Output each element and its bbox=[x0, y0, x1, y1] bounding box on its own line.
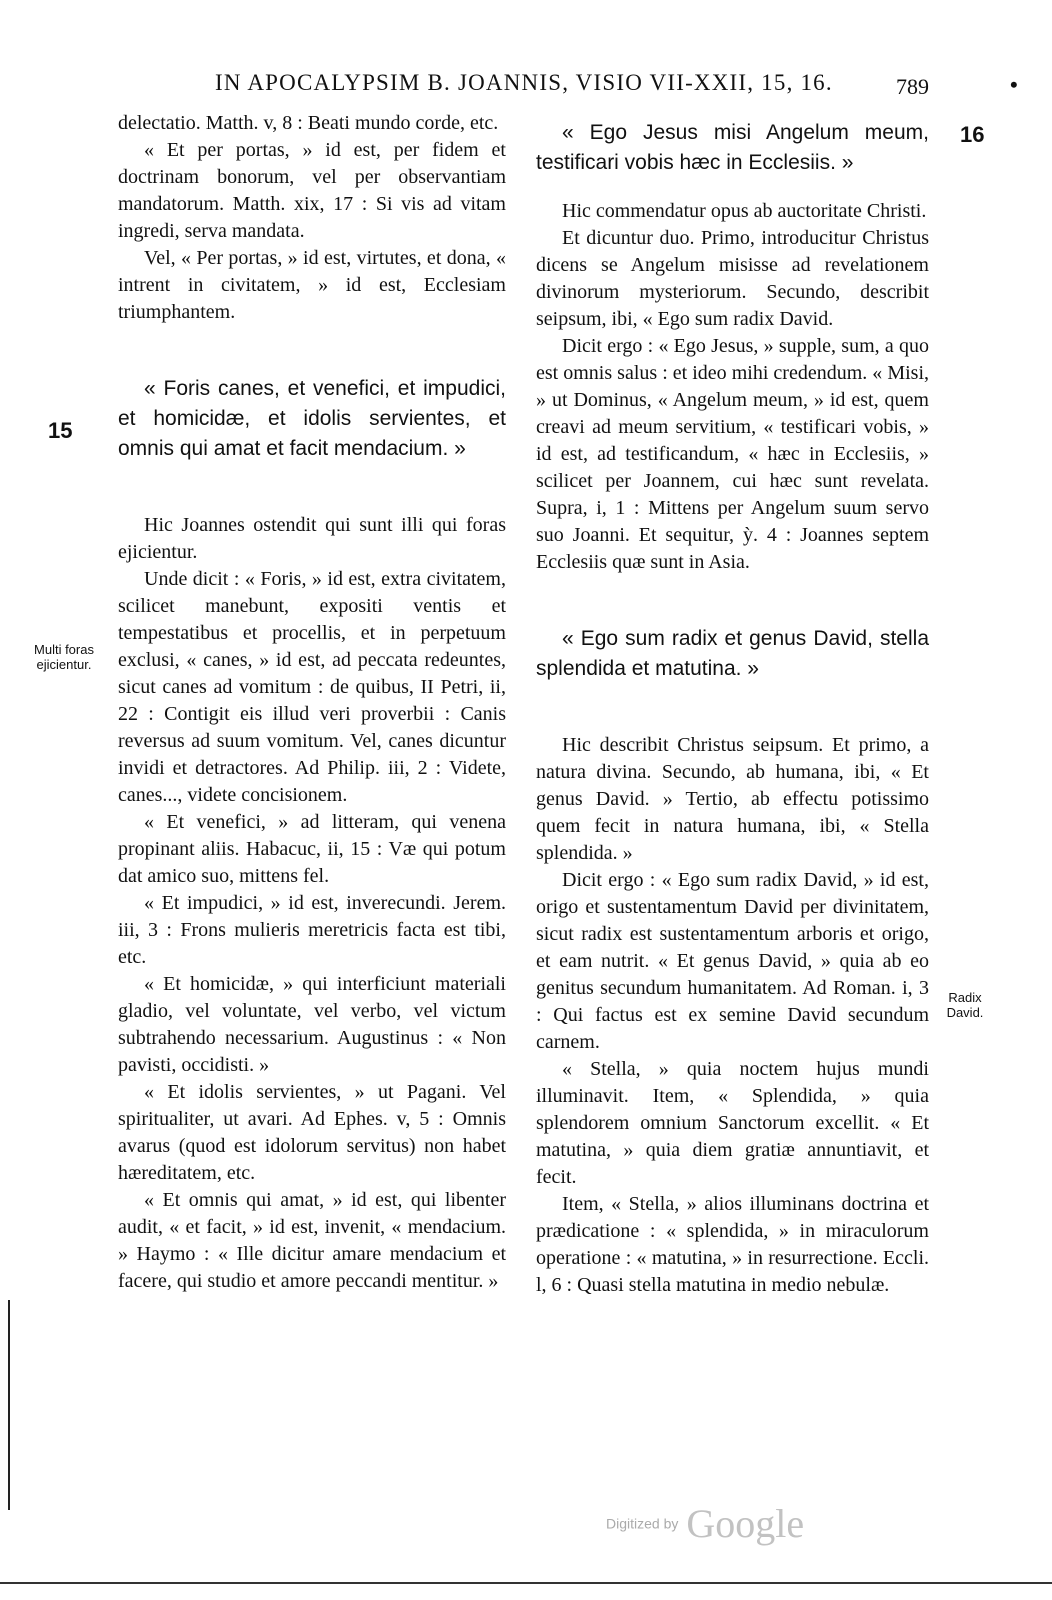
corner-mark: • bbox=[1010, 72, 1018, 97]
verse-text-15: « Foris canes, et venefici, et impudici, et homicidæ, et idolis servientes, et omnis qui amat et facit mendacium. » bbox=[118, 377, 506, 460]
paragraph: Vel, « Per portas, » id est, virtutes, et dona, « intrent in civitatem, » id est, Ecclesiam triumphantem. bbox=[118, 247, 506, 323]
paragraph: Dicit ergo : « Ego sum radix David, » id est, origo et sustentamentum David per divinitatem, sicut radix est sustentamentum arboris et origo, et eam nutrit. « Et genus David, » quia ab eo genitus secundum humanitatem. Ad Roman. i, 3 : Qui factus est ex semine David secundum carnem. bbox=[536, 869, 929, 1053]
verse-number-16: 16 bbox=[960, 122, 985, 147]
verse-text-16: « Ego Jesus misi Angelum meum, testificari vobis hæc in Ecclesiis. » bbox=[536, 121, 929, 174]
paragraph: Unde dicit : « Foris, » id est, extra civitatem, scilicet manebunt, expositi ventis et tempestatibus et procellis, et in perpetuum exclusi, « canes, » id est, ad peccata redeuntes, sicut canes ad vomitum : de quibus, II Petri, ii, 22 : Contigit eis illud veri proverbii : Canis reversus ad suum vomitum. Vel, canes dicuntur invidi et detractores. Ad Philip. iii, 2 : Videte, canes..., videte concisionem. bbox=[118, 568, 506, 806]
margin-note-left: Multi foras ejicientur. bbox=[34, 642, 94, 672]
paragraph: « Et omnis qui amat, » id est, qui libenter audit, « et facit, » id est, invenit, « mendacium. » Haymo : « Ille dicitur amare mendacium et facere, qui studio et amore peccandi mentitur. » bbox=[118, 1189, 506, 1292]
verse-text-16b: « Ego sum radix et genus David, stella splendida et matutina. » bbox=[536, 627, 929, 680]
paragraph: Hic describit Christus seipsum. Et primo, a natura divina. Secundo, ab humana, ibi, « Et genus David. » Tertio, ab effectu potissimo quem fecit in natura humana, ibi, « Stella splendida. » bbox=[536, 734, 929, 864]
paragraph: « Et idolis servientes, » ut Pagani. Vel spiritualiter, ut avari. Ad Ephes. v, 5 : Omnis avarus (quod est idolorum servitus) non habet hæreditatem, etc. bbox=[118, 1081, 506, 1184]
paragraph: Et dicuntur duo. Primo, introducitur Christus dicens se Angelum misisse ad revelationem divinorum mysteriorum. Secundo, describit seipsum, ibi, « Ego sum radix David. bbox=[536, 227, 929, 330]
left-column bbox=[118, 110, 506, 1295]
paragraph: « Stella, » quia noctem hujus mundi illuminavit. Item, « Splendida, » quia splendorem omnium Sanctorum excellit. « Et matutina, » quia diem gratiæ annuntiavit, et fecit. bbox=[536, 1058, 929, 1188]
running-title: IN APOCALYPSIM B. JOANNIS, VISIO VII-XXII, 15, 16. bbox=[215, 70, 833, 95]
right-column bbox=[536, 118, 929, 1299]
verse-number-15: 15 bbox=[48, 418, 73, 443]
paragraph: Item, « Stella, » alios illuminans doctrina et prædicatione : « splendida, » in miraculorum operatione : « matutina, » in resurrectione. Eccli. l, 6 : Quasi stella matutina in medio nebulæ. bbox=[536, 1193, 929, 1296]
digitized-by-label: Digitized by bbox=[606, 1515, 679, 1532]
margin-note-right: Radix David. bbox=[946, 990, 984, 1020]
scan-edge-line bbox=[8, 1300, 10, 1510]
page-number: 789 bbox=[896, 74, 929, 99]
paragraph: Hic Joannes ostendit qui sunt illi qui foras ejicientur. bbox=[118, 514, 506, 563]
paragraph: Dicit ergo : « Ego Jesus, » supple, sum, a quo est omnis salus : et ideo mihi credendum. « Misi, » ut Dominus, « Angelum meum, » id est, quem creavi ad meum servitium, « testificari vobis, » id est, ad testificandum, « hæc in Ecclesiis, » scilicet per Joannem, cui hæc sunt revelata. Supra, i, 1 : Mittens per Angelum suum servo suo Joanni. Et sequitur, ỳ. 4 : Joannes septem Ecclesiis quæ sunt in Asia. bbox=[536, 335, 929, 573]
scan-bottom-edge bbox=[0, 1582, 1052, 1584]
paragraph: « Et homicidæ, » qui interficiunt materiali gladio, vel voluntate, vel verbo, vel victum subtrahendo necessarium. Augustinus : « Non pavisti, occidisti. » bbox=[118, 973, 506, 1076]
paragraph: « Et impudici, » id est, inverecundi. Jerem. iii, 3 : Frons mulieris meretricis facta est tibi, etc. bbox=[118, 892, 506, 968]
digitization-watermark bbox=[606, 1500, 804, 1547]
google-logo: Google bbox=[686, 1501, 805, 1546]
paragraph: « Et venefici, » ad litteram, qui venena propinant aliis. Habacuc, ii, 15 : Væ qui potum dat amico suo, mittens fel. bbox=[118, 811, 506, 887]
paragraph: « Et per portas, » id est, per fidem et doctrinam bonorum, vel per observantiam mandatorum. Matth. xix, 17 : Si vis ad vitam ingredi, serva mandata. bbox=[118, 139, 506, 242]
paragraph: delectatio. Matth. v, 8 : Beati mundo corde, etc. bbox=[118, 112, 499, 134]
paragraph: Hic commendatur opus ab auctoritate Christi. bbox=[562, 200, 927, 222]
